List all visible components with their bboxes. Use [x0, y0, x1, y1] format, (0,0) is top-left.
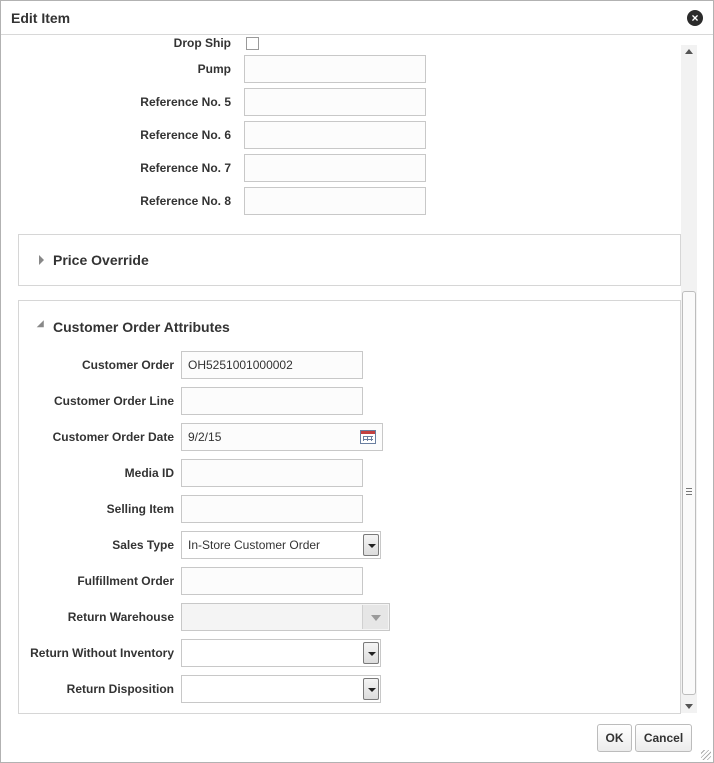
triangle-right-icon[interactable]: [39, 255, 44, 265]
sales-type-value: In-Store Customer Order: [188, 538, 321, 552]
dialog-title: Edit Item: [11, 10, 71, 26]
dialog-content: [1, 36, 713, 714]
calendar-icon[interactable]: [360, 430, 376, 444]
chevron-down-icon[interactable]: [363, 534, 379, 556]
scroll-up-icon[interactable]: [685, 49, 693, 54]
resize-grip-icon[interactable]: [701, 750, 711, 760]
chevron-down-icon[interactable]: [363, 642, 379, 664]
customer-order-attributes-title[interactable]: Customer Order Attributes: [53, 319, 230, 335]
customer-order-attributes-panel: [18, 300, 681, 714]
chevron-down-icon[interactable]: [363, 678, 379, 700]
reference-no-8-label: Reference No. 8: [140, 194, 231, 208]
customer-order-line-input[interactable]: [181, 387, 363, 415]
media-id-input[interactable]: [181, 459, 363, 487]
cancel-button[interactable]: Cancel: [635, 724, 692, 752]
customer-order-line-label: Customer Order Line: [53, 394, 174, 408]
triangle-down-icon[interactable]: [37, 320, 48, 331]
sales-type-select[interactable]: [181, 531, 381, 559]
return-warehouse-select[interactable]: [181, 603, 390, 631]
return-without-inventory-select[interactable]: [181, 639, 381, 667]
customer-order-date-label: Customer Order Date: [52, 430, 174, 444]
selling-item-label: Selling Item: [106, 502, 174, 516]
pump-label: Pump: [197, 62, 231, 76]
return-disposition-label: Return Disposition: [66, 682, 174, 696]
fulfillment-order-label: Fulfillment Order: [77, 574, 174, 588]
vertical-scrollbar[interactable]: [681, 45, 697, 713]
chevron-down-icon[interactable]: [362, 605, 388, 629]
media-id-label: Media ID: [124, 466, 174, 480]
reference-no-5-label: Reference No. 5: [140, 95, 231, 109]
customer-order-label: Customer Order: [81, 358, 174, 372]
ok-button[interactable]: OK: [597, 724, 632, 752]
dialog-titlebar: [1, 1, 713, 35]
reference-no-6-label: Reference No. 6: [140, 128, 231, 142]
dialog-footer: [1, 714, 713, 762]
close-icon[interactable]: ×: [687, 10, 703, 26]
scrollbar-thumb[interactable]: [682, 291, 696, 695]
reference-no-7-label: Reference No. 7: [140, 161, 231, 175]
pump-input[interactable]: [244, 55, 426, 83]
return-warehouse-label: Return Warehouse: [67, 610, 174, 624]
drop-ship-checkbox[interactable]: [246, 37, 259, 50]
drop-ship-label: Drop Ship: [173, 36, 231, 50]
grip-icon: [686, 488, 692, 496]
return-without-inventory-label: Return Without Inventory: [30, 646, 174, 660]
return-disposition-select[interactable]: [181, 675, 381, 703]
scroll-down-icon[interactable]: [685, 704, 693, 709]
selling-item-input[interactable]: [181, 495, 363, 523]
price-override-panel: [18, 234, 681, 286]
fulfillment-order-input[interactable]: [181, 567, 363, 595]
reference-no-5-input[interactable]: [244, 88, 426, 116]
customer-order-date-value: 9/2/15: [188, 430, 222, 444]
price-override-title[interactable]: Price Override: [53, 252, 149, 268]
customer-order-input[interactable]: OH5251001000002: [181, 351, 363, 379]
reference-no-6-input[interactable]: [244, 121, 426, 149]
reference-no-8-input[interactable]: [244, 187, 426, 215]
sales-type-label: Sales Type: [112, 538, 174, 552]
customer-order-date-input[interactable]: [181, 423, 383, 451]
reference-no-7-input[interactable]: [244, 154, 426, 182]
